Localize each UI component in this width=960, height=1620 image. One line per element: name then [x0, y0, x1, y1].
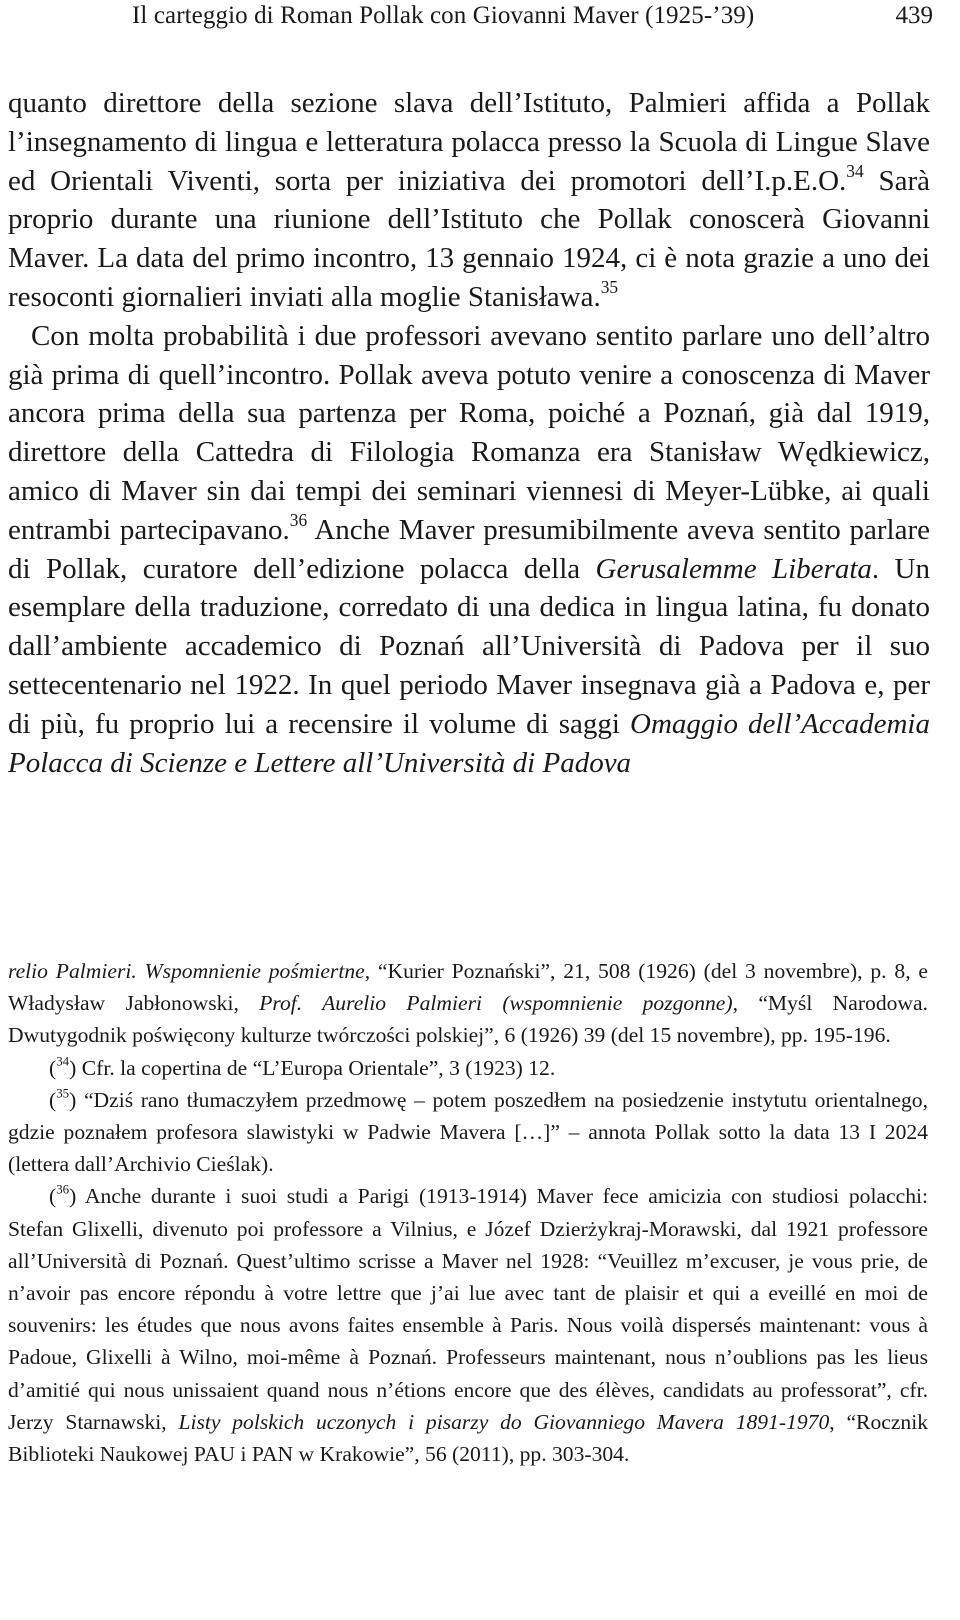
text-run: Anche durante i suoi studi a Parigi (1913-1914) Maver fece amicizia con studiosi polacchi: Stefan Glixelli, divenuto poi professore a Vilnius, e Józef Dzierżykraj-Morawski, dal 1921 professore all’Università di Poznań. Quest’ultimo scrisse a Maver nel 1928: “Veuillez m’excuser, je vous prie, de n’avoir pas encore répondu à votre lettre que j’ai lue avec tant de plaisir et qui a eveillé en moi de souvenirs: les études que nous avons faites ensemble à Paris. Nous voilà dispersés maintenant: vous à Padoue, Glixelli à Wilno, moi-même à Poznań. Professeurs maintenant, nous n’oublions pas les lieus d’amitié qui nous unissaient quand nous n’étions encore que des élèves, candidats au professorat”, cfr. Jerzy Starnawski, [8, 1184, 928, 1434]
paren-close: ) [69, 1087, 77, 1112]
footnote-ref-34: 34 [846, 160, 864, 181]
italic-title: Listy polskich uczonych i pisarzy do Giovanniego Mavera 1891-1970 [178, 1409, 830, 1434]
text-run: . Un esemplare della traduzione, corredato di una dedica in lingua latina, fu donato dall’ambiente accademico di Poznań all’Università di Padova per il suo settecentenario nel 1922. In quel periodo Maver insegnava già a Padova e, per di più, fu proprio lui a recensire il volume di saggi [8, 552, 930, 740]
footnote-number: 36 [56, 1181, 70, 1197]
text-run: , “Kurier Poznański”, 21, 508 (1926) (del 3 novembre), p. 8, e Władysław Jabłonowski, [8, 959, 928, 1016]
footnotes [8, 955, 928, 1470]
paragraph-2 [8, 317, 930, 783]
italic-title: Prof. Aurelio Palmieri (wspomnienie pozgonne) [259, 991, 733, 1016]
footnote-continuation [8, 955, 928, 1052]
text-run: Sarà proprio durante una riunione dell’Istituto che Pollak conoscerà Giovanni Maver. La data del primo incontro, 13 gennaio 1924, ci è nota grazie a uno dei resoconti giornalieri inviati alla moglie Stanisława. [8, 164, 930, 313]
paren-close: ) [69, 1055, 77, 1080]
text-run: , “Myśl Narodowa. Dwutygodnik poświęcony kulturze twórczości polskiej”, 6 (1926) 39 (del 15 novembre), pp. 195-196. [8, 991, 928, 1048]
footnote-ref-36: 36 [289, 509, 308, 530]
text-run: Con molta probabilità i due professori avevano sentito parlare uno dell’altro già prima di quell’incontro. Pollak aveva potuto venire a conoscenza di Maver ancora prima della sua partenza per Roma, poiché a Poznań, già dal 1919, direttore della Cattedra di Filologia Romanza era Stanisław Wędkiewicz, amico di Maver sin dai tempi dei seminari viennesi di Meyer-Lübke, ai quali entrambi partecipavano. [8, 319, 930, 546]
footnote-35 [8, 1084, 928, 1181]
paren-open: ( [49, 1055, 57, 1080]
text-run: Anche Maver presumibilmente aveva sentito parlare di Pollak, curatore dell’edizione polacca della [8, 513, 930, 585]
paren-open: ( [49, 1184, 57, 1209]
body-text [8, 84, 930, 782]
italic-title: Gerusalemme Liberata [595, 552, 872, 585]
text-run: , “Rocznik Biblioteki Naukowej PAU i PAN w Krakowie”, 56 (2011), pp. 303-304. [8, 1409, 929, 1467]
paren-open: ( [49, 1087, 57, 1112]
footnote-number: 35 [56, 1085, 70, 1101]
italic-title: Omaggio dell’Accademia Polacca di Scienze e Lettere all’Università di Padova [8, 707, 930, 779]
text-run: Cfr. la copertina de “L’Europa Orientale”, 3 (1923) 12. [76, 1055, 556, 1080]
paren-close: ) [69, 1184, 77, 1209]
footnote-34 [8, 1052, 928, 1084]
running-title: Il carteggio di Roman Pollak con Giovanni Maver (1925-’39) [132, 2, 755, 29]
footnote-ref-35: 35 [600, 276, 619, 297]
footnote-36 [8, 1180, 928, 1470]
text-run: quanto direttore della sezione slava dell’Istituto, Palmieri affida a Pollak l’insegnamento di lingua e letteratura polacca presso la Scuola di Lingue Slave ed Orientali Viventi, sorta per iniziativa dei promotori dell’I.p.E.O. [8, 87, 930, 197]
italic-title: relio Palmieri. Wspomnienie pośmiertne [8, 959, 365, 983]
paragraph-1 [8, 84, 930, 317]
running-header [0, 0, 960, 70]
footnote-number: 34 [56, 1052, 70, 1068]
page-number: 439 [895, 2, 933, 29]
text-run: “Dziś rano tłumaczyłem przedmowę – potem poszedłem na posiedzenie instytutu orientalnego, gdzie poznałem profesora slawistyki w Padwie Mavera […]” – annota Pollak sotto la data 13 I 2024 (lettera dall’Archivio Cieślak). [8, 1087, 928, 1177]
